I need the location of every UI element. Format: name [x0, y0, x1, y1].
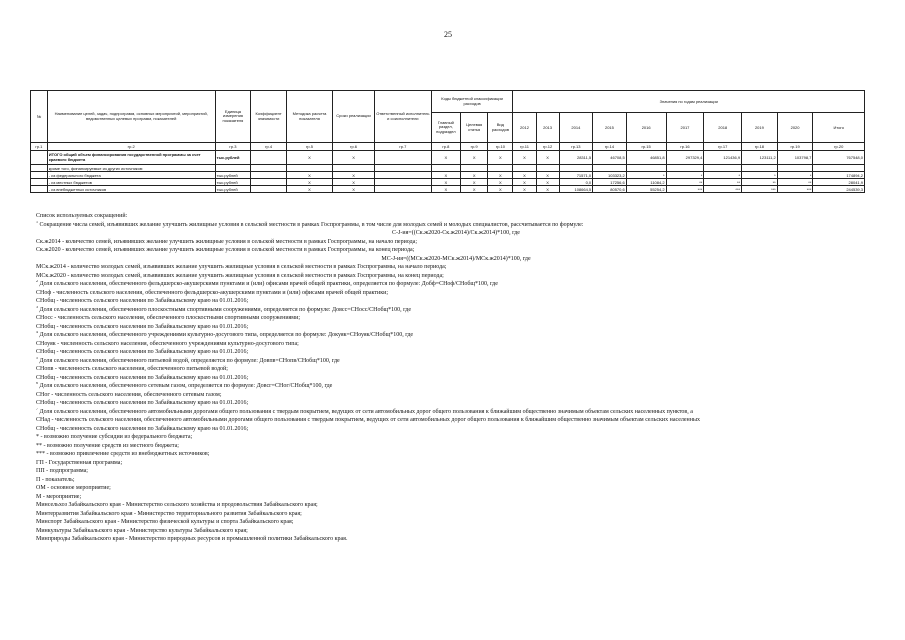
row-y2015: 17256,6: [593, 179, 627, 186]
header-unit: Единица измерения показателя: [215, 91, 251, 143]
note-line: [36, 442, 876, 451]
note-text: ГП - Государственная программа;: [36, 459, 123, 466]
note-text: МСк.ж2014 - количество молодых семей, изъявивших желание улучшить жилищные условия в сельской местности в рамках Госпрограммы, на начало периода;: [36, 264, 447, 270]
row-y2014: 71571,0: [559, 172, 593, 179]
header-year: 2020: [777, 113, 813, 143]
row-y2017: ***: [666, 186, 704, 193]
row-c10: X: [488, 186, 513, 193]
column-numbers-row: [31, 143, 865, 151]
footnote-marker: 6: [36, 382, 38, 385]
note-text: ОМ - основное мероприятие;: [36, 485, 111, 491]
col-number: гр.3: [215, 143, 251, 151]
note-text: ПП - подпрограмма;: [36, 468, 88, 474]
row-unit: тыс.рублей: [215, 186, 251, 193]
note-text: Доля сельского населения, обеспеченного сетевым газом, определяется по формуле: Довсг=СНог/СНобщ*100, где: [39, 383, 333, 389]
note-line: [36, 425, 876, 434]
footnote-marker: 2: [36, 280, 38, 283]
row-y2020: *: [777, 172, 813, 179]
row-method: X: [286, 151, 332, 165]
note-text: Ск.ж2020 - количество семей, изъявивших желание улучшить жилищные условия в сельской местности в рамках Госпрограммы, на конец периода;: [36, 247, 415, 253]
financing-table: [30, 90, 865, 193]
row-c9: X: [461, 172, 488, 179]
table-row: [31, 172, 865, 179]
row-method: X: [286, 186, 332, 193]
footnote-marker: 1: [36, 220, 38, 224]
note-line: [36, 221, 876, 230]
row-c9: X: [461, 151, 488, 165]
header-year: 2018: [704, 113, 742, 143]
note-line: [36, 510, 876, 519]
note-line: [36, 391, 876, 400]
note-line: [36, 280, 876, 289]
note-text: СНобщ - численность сельского населения по Забайкальскому краю на 01.01.2016;: [36, 298, 249, 304]
row-name: - из местных бюджетов: [47, 179, 215, 186]
header-coef: Коэффициент значимости: [251, 91, 287, 143]
row-y2017: *: [666, 172, 704, 179]
note-line: [36, 408, 876, 417]
header-budget-codes: Коды бюджетной классификации расходов: [431, 91, 513, 113]
row-name: кроме того, финансируемые из других источников:: [47, 165, 215, 172]
col-number: гр.5: [286, 143, 332, 151]
note-line: [36, 493, 876, 502]
note-line: [36, 365, 876, 374]
note-text: Список используемых сокращений:: [36, 213, 128, 219]
row-y2018: *: [704, 172, 742, 179]
row-y2019: 123111,2: [742, 151, 778, 165]
col-number: гр.19: [777, 143, 813, 151]
row-y2012: X: [513, 186, 536, 193]
col-number: гр.9: [461, 143, 488, 151]
row-y2015: 103323,2: [593, 172, 627, 179]
col-number: гр.8: [431, 143, 460, 151]
row-unit: тыс.рублей: [215, 179, 251, 186]
col-number: гр.14: [593, 143, 627, 151]
note-text: Доля сельского населения, обеспеченного плоскостными спортивными сооружениями, определяется по формуле: Довсс=СНосс/СНобщ*100, где: [39, 306, 412, 313]
note-line: [36, 263, 876, 272]
row-y2014: 108664,5: [559, 186, 593, 193]
row-y2012: X: [513, 172, 536, 179]
col-number: гр.18: [742, 143, 778, 151]
table-row: [31, 151, 865, 165]
row-y2018: 121436,9: [704, 151, 742, 165]
note-line: [36, 331, 876, 340]
row-method: X: [286, 172, 332, 179]
note-text: Минкультуры Забайкальского края - Министерство культуры Забайкальского края;: [36, 527, 248, 534]
note-line: [36, 433, 876, 442]
abbreviations-notes: [36, 212, 876, 544]
col-number: гр.1: [31, 143, 48, 151]
header-year: 2014: [559, 113, 593, 143]
footnote-marker: 7: [36, 407, 38, 411]
header-year: 2019: [742, 113, 778, 143]
header-total: Итого: [813, 113, 865, 143]
note-line: [36, 399, 876, 408]
row-y2015: 46708,5: [593, 151, 627, 165]
table-row: [31, 165, 865, 172]
table-row: [31, 179, 865, 186]
note-text: СНобщ - численность сельского населения по Забайкальскому краю на 01.01.2016;: [36, 349, 249, 355]
note-line: [36, 289, 876, 298]
note-line: [36, 238, 876, 247]
row-y2014: 28311,5: [559, 151, 593, 165]
note-line: [36, 459, 876, 468]
footnote-marker: 3: [36, 305, 38, 309]
note-text: Ск.ж2014 - количество семей, изъявивших желание улучшить жилищные условия в сельской местности в рамках Госпрограммы, на начало периода;: [36, 238, 418, 245]
row-y2014: 0,0: [559, 179, 593, 186]
row-total: 244539,3: [813, 186, 865, 193]
row-y2015: 80570,6: [593, 186, 627, 193]
row-y2019: **: [742, 179, 778, 186]
row-term: X: [333, 151, 375, 165]
col-number: гр.2: [47, 143, 215, 151]
note-text: СНобщ - численность сельского населения по Забайкальскому краю на 01.01.2016;: [36, 400, 249, 406]
note-text: МС-Ј-ия=((МСк.ж2020-МСк.ж2014)/МСк.ж2014)*100, где: [381, 255, 531, 262]
note-line: [36, 484, 876, 493]
note-line: [36, 518, 876, 527]
row-y2020: 103798,7: [777, 151, 813, 165]
col-number: гр.17: [704, 143, 742, 151]
row-y2019: ***: [742, 186, 778, 193]
row-c9: X: [461, 186, 488, 193]
row-c10: X: [488, 172, 513, 179]
header-target-article: Целевая статья: [461, 113, 488, 143]
note-line: [36, 501, 876, 510]
note-text: Доля сельского населения, обеспеченного питьевой водой, определяется по формуле: Довпв=СНопв/СНобщ*100, где: [39, 357, 340, 364]
note-text: *** - возможно привлечение средств из внебюджетных источников;: [36, 451, 210, 457]
header-num: №: [31, 91, 48, 143]
note-line: [36, 246, 876, 255]
note-text: Доля сельского населения, обеспеченного автомобильными дорогами общего пользования с твердым покрытием, ведущих от сети автомобильных дорог общего пользования к ближайшим общественно значимым объектам сельских населенных пунктов, а: [39, 408, 693, 415]
note-text: ** - возможно получение средств из местного бюджета;: [36, 442, 179, 449]
note-text: Минспорт Забайкальского края - Министерство физической культуры и спорта Забайкальского края;: [36, 519, 294, 525]
row-y2020: ***: [777, 186, 813, 193]
note-line: [36, 297, 876, 306]
col-number: гр.7: [375, 143, 432, 151]
note-text: СНосс - численность сельского населения, обеспеченного плоскостными спортивными сооружениями;: [36, 315, 300, 321]
note-text: Сокращение числа семей, изъявивших желание улучшить жилищные условия в сельской местности в рамках Госпрограммы, в том числе для молодых семей и молодых специалистов, рассчитывается по формуле:: [39, 221, 584, 228]
header-year: 2016: [626, 113, 666, 143]
footnote-marker: 5: [36, 356, 38, 360]
row-y2017: **: [666, 179, 704, 186]
header-year: 2012: [513, 113, 536, 143]
page-number: 25: [444, 30, 452, 39]
note-line: [36, 467, 876, 476]
note-text: Минсельхоз Забайкальского края - Министерство сельского хозяйства и продовольствия Забайкальского края;: [36, 502, 318, 508]
header-year: 2017: [666, 113, 704, 143]
note-line: [36, 314, 876, 323]
col-number: гр.10: [488, 143, 513, 151]
row-y2012: X: [513, 151, 536, 165]
row-method: X: [286, 179, 332, 186]
row-c10: X: [488, 151, 513, 165]
header-year: 2013: [536, 113, 559, 143]
note-line: [36, 374, 876, 383]
note-text: МСк.ж2020 - количество молодых семей, изъявивших желание улучшить жилищные условия в сельской местности в рамках Госпрограммы, на конец периода;: [36, 272, 444, 279]
row-y2013: X: [536, 172, 559, 179]
note-line: [36, 416, 876, 425]
row-name: ИТОГО общий объем финансирования государственной программы за счет краевого бюджета: [47, 151, 215, 165]
col-number: гр.15: [626, 143, 666, 151]
row-y2016: 55254,2: [626, 186, 666, 193]
row-y2013: X: [536, 151, 559, 165]
note-line: [36, 323, 876, 332]
note-line: [36, 272, 876, 281]
row-c8: X: [431, 186, 460, 193]
row-name: - из внебюджетных источников: [47, 186, 215, 193]
row-c8: X: [431, 151, 460, 165]
row-y2013: X: [536, 179, 559, 186]
header-term: Сроки реализации: [333, 91, 375, 143]
header-row-1: [31, 91, 865, 113]
col-number: гр.20: [813, 143, 865, 151]
row-y2012: X: [513, 179, 536, 186]
note-text: М - мероприятие;: [36, 493, 82, 500]
note-line: [36, 357, 876, 366]
row-total: 767548,0: [813, 151, 865, 165]
note-text: СНобщ - численность сельского населения по Забайкальскому краю на 01.01.2016;: [36, 374, 249, 381]
note-text: Минтерразвития Забайкальского края - Министерство территориального развития Забайкальского края;: [36, 510, 302, 517]
note-text: С-Ј-ия=((Ск.ж2020-Ск.ж2014)/Ск.ж2014)*100, где: [392, 230, 520, 236]
row-y2018: **: [704, 179, 742, 186]
col-number: гр.13: [559, 143, 593, 151]
header-name: Наименование целей, задач, подпрограмм, основных мероприятий, мероприятий, ведомственных целевых программ, показателей: [47, 91, 215, 143]
col-number: гр.4: [251, 143, 287, 151]
note-text: СНад - численность сельского населения, обеспеченного автомобильными дорогами общего пользования с твердым покрытием, ведущих от сети автомобильных дорог общего пользования к ближайшим общественно значимым объектам сельских населенных: [36, 417, 700, 423]
note-text: СНоф - численность сельского населения, обеспеченного фельдшерско-акушерскими пунктами и (или) офисами врачей общей практики;: [36, 289, 389, 296]
row-y2017: 297329,4: [666, 151, 704, 165]
row-total: 28041,9: [813, 179, 865, 186]
row-total: 174894,2: [813, 172, 865, 179]
table-row: [31, 186, 865, 193]
row-term: X: [333, 179, 375, 186]
row-y2019: *: [742, 172, 778, 179]
row-c8: X: [431, 179, 460, 186]
col-number: гр.16: [666, 143, 704, 151]
row-name: - из федерального бюджета: [47, 172, 215, 179]
note-line: [36, 229, 876, 238]
row-y2016: 11084,2: [626, 179, 666, 186]
note-text: Минприроды Забайкальского края - Министерство природных ресурсов и промышленной политики Забайкальского края.: [36, 536, 348, 542]
note-line: [36, 348, 876, 357]
note-text: СНобщ - численность сельского населения по Забайкальскому краю на 01.01.2016;: [36, 425, 249, 432]
note-text: Доля сельского населения, обеспеченного фельдшерско-акушерскими пунктами и (или) офисами врачей общей практики, определяется по формуле: Добф=СНоф/СНобщ*100, где: [39, 281, 498, 287]
footnote-marker: 4: [36, 331, 38, 334]
row-y2016: 46851,8: [626, 151, 666, 165]
row-c9: X: [461, 179, 488, 186]
note-line: [36, 476, 876, 485]
note-line: [36, 306, 876, 315]
row-y2018: ***: [704, 186, 742, 193]
header-year: 2015: [593, 113, 627, 143]
note-text: СНог - численность сельского населения, обеспеченного сетевым газом;: [36, 391, 222, 398]
note-text: СНоуяк - численность сельского населения, обеспеченного учреждениями культурно-досугового типа;: [36, 340, 299, 347]
header-method: Методика расчета показателя: [286, 91, 332, 143]
note-text: Доля сельского населения, обеспеченного учреждениями культурно-досугового типа, определяется по формуле: Докуяк=СНоуяк/СНобщ*100, где: [39, 332, 414, 338]
header-values-by-year: Значения по годам реализации: [513, 91, 865, 113]
note-line: [36, 340, 876, 349]
row-unit: тыс.рублей: [215, 151, 251, 165]
note-line: [36, 450, 876, 459]
row-y2013: X: [536, 186, 559, 193]
note-line: [36, 212, 876, 221]
note-line: [36, 535, 876, 544]
col-number: гр.11: [513, 143, 536, 151]
row-y2016: *: [626, 172, 666, 179]
note-text: СНопв - численность сельского населения, обеспеченного питьевой водой;: [36, 366, 228, 372]
header-main-section: Главный раздел, подраздел: [431, 113, 460, 143]
row-c8: X: [431, 172, 460, 179]
row-term: X: [333, 186, 375, 193]
note-line: [36, 527, 876, 536]
row-term: X: [333, 172, 375, 179]
note-line: [36, 255, 876, 264]
row-c10: X: [488, 179, 513, 186]
row-y2020: **: [777, 179, 813, 186]
header-expense-type: Вид расходов: [488, 113, 513, 143]
note-text: П - показатель;: [36, 476, 75, 483]
col-number: гр.6: [333, 143, 375, 151]
row-unit: тыс.рублей: [215, 172, 251, 179]
note-text: * - возможно получение субсидии из федерального бюджета;: [36, 434, 193, 440]
header-responsible: Ответственный исполнитель и соисполнители: [375, 91, 432, 143]
note-text: СНобщ - численность сельского населения по Забайкальскому краю на 01.01.2016;: [36, 323, 249, 330]
col-number: гр.12: [536, 143, 559, 151]
note-line: [36, 382, 876, 391]
